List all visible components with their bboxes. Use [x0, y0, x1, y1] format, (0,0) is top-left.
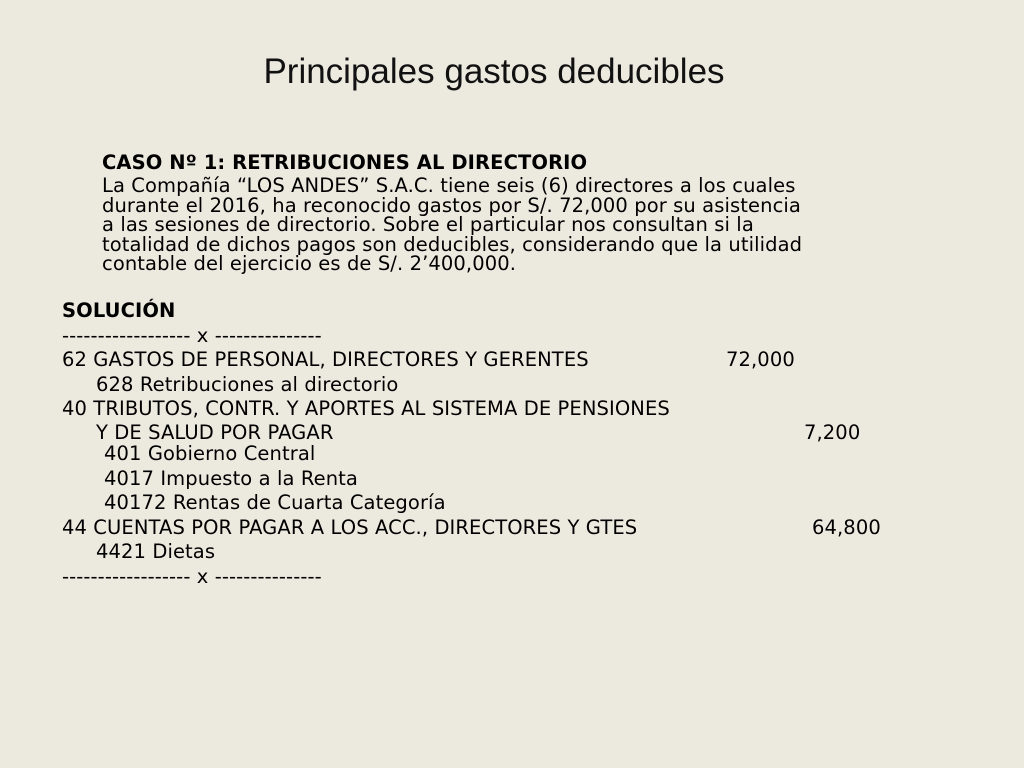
solution-section: [62, 299, 881, 589]
account-label: 44 CUENTAS POR PAGAR A LOS ACC., DIRECTORES Y GTES: [62, 515, 638, 539]
account-label: 40 TRIBUTOS, CONTR. Y APORTES AL SISTEMA DE PENSIONES: [62, 397, 670, 420]
case-paragraph-line: durante el 2016, ha reconocido gastos por S/. 72,000 por su asistencia: [102, 193, 801, 217]
case-paragraph: [102, 176, 802, 274]
journal-entry-4017: [62, 467, 670, 492]
amount-credit: 64,800: [812, 515, 881, 539]
case-paragraph-line: totalidad de dichos pagos son deducibles, considerando que la utilidad: [102, 232, 803, 256]
journal-entry-40172: [62, 491, 670, 516]
journal-entry-40-cont: [62, 420, 861, 444]
case-heading: CASO Nº 1: RETRIBUCIONES AL DIRECTORIO: [102, 151, 588, 174]
journal-entry-44: [62, 515, 881, 541]
journal-entry-62: [62, 348, 795, 373]
account-label: 628 Retribuciones al directorio: [96, 372, 399, 396]
journal-entry-628: [62, 373, 670, 398]
account-label: 4017 Impuesto a la Renta: [104, 466, 358, 490]
account-label: Y DE SALUD POR PAGAR: [96, 420, 334, 444]
case-paragraph-line: a las sesiones de directorio. Sobre el particular nos consultan si la: [102, 213, 754, 236]
journal-entry-4421: [62, 540, 670, 565]
account-label: 40172 Rentas de Cuarta Categoría: [104, 491, 446, 514]
amount-credit: 7,200: [804, 420, 861, 444]
amount-debit: 72,000: [726, 348, 795, 371]
journal-entry-40: [62, 397, 670, 422]
journal-entry-401: [62, 441, 670, 467]
solution-title: SOLUCIÓN: [62, 299, 176, 322]
account-label: 4421 Dietas: [96, 540, 216, 563]
account-label: 401 Gobierno Central: [104, 441, 316, 465]
case-paragraph-line: La Compañía “LOS ANDES” S.A.C. tiene seis (6) directores a los cuales: [102, 174, 796, 197]
journal-separator: ------------------ x ---------------: [62, 564, 322, 588]
case-paragraph-line: contable del ejercicio es de S/. 2’400,000.: [102, 252, 517, 275]
journal-separator: ------------------ x ---------------: [62, 323, 322, 347]
slide-title: Principales gastos deducibles: [263, 52, 725, 91]
account-label: 62 GASTOS DE PERSONAL, DIRECTORES Y GERENTES: [62, 348, 589, 371]
